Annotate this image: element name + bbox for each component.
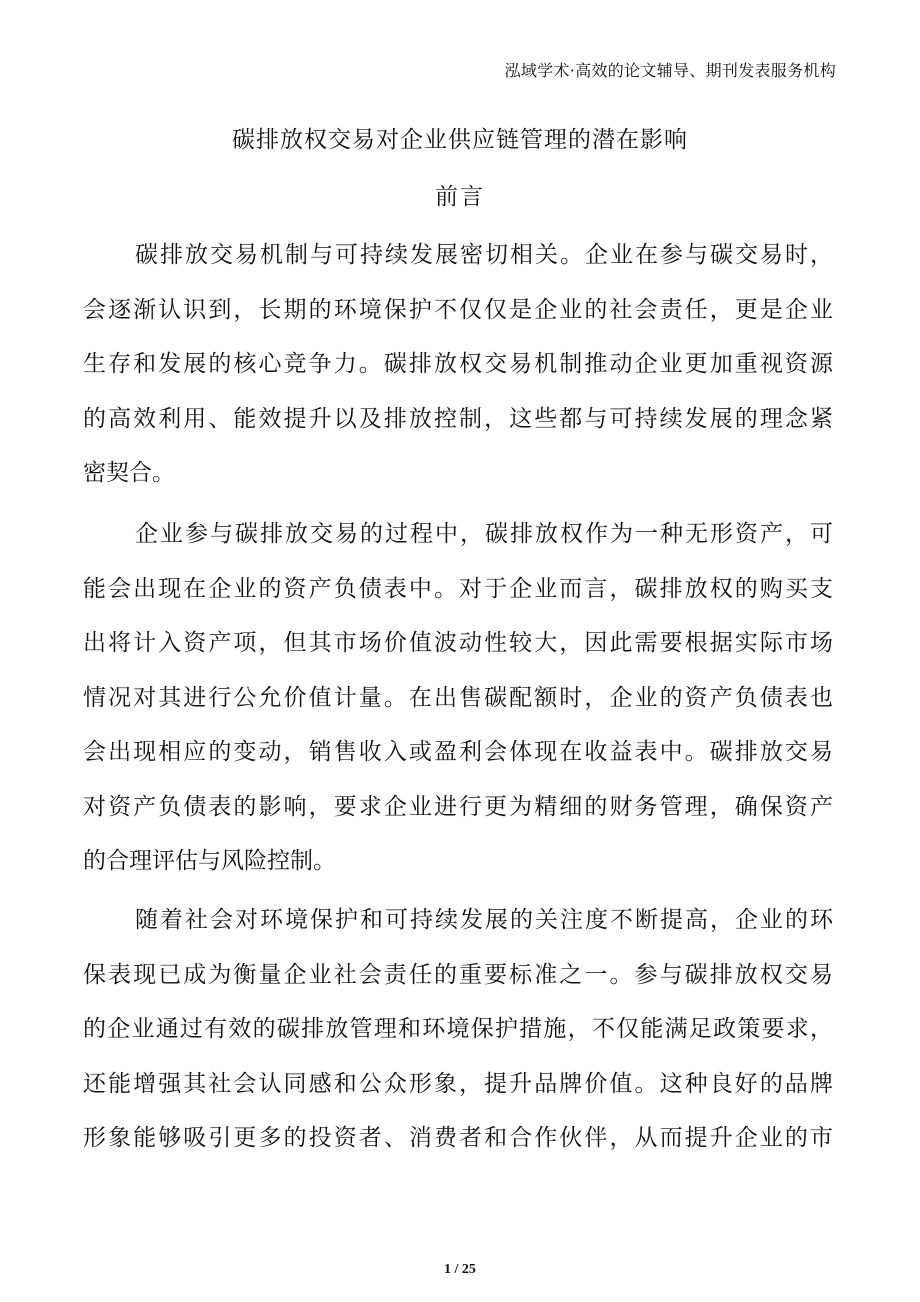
paragraph-line: 的高效利用、能效提升以及排放控制，这些都与可持续发展的理念紧: [83, 405, 833, 432]
paragraph-line: 会出现相应的变动，销售收入或盈利会体现在收益表中。碳排放交易: [83, 739, 833, 765]
section-heading: 前言: [435, 184, 485, 210]
paragraph-line: 会逐渐认识到，长期的环境保护不仅仅是企业的社会责任，更是企业: [83, 296, 833, 323]
paragraph-line: 的合理评估与风险控制。: [83, 848, 336, 874]
paragraph-line: 生存和发展的核心竞争力。碳排放权交易机制推动企业更加重视资源: [83, 351, 833, 377]
paragraph-line: 的企业通过有效的碳排放管理和环境保护措施，不仅能满足政策要求，: [83, 1016, 833, 1042]
paragraph-line: 企业参与碳排放交易的过程中，碳排放权作为一种无形资产，可: [135, 521, 833, 547]
document-title: 碳排放权交易对企业供应链管理的潜在影响: [232, 127, 688, 153]
paragraph-line: 对资产负债表的影响，要求企业进行更为精细的财务管理，确保资产: [83, 793, 833, 820]
page-header: 泓域学术·高效的论文辅导、期刊发表服务机构: [504, 61, 836, 80]
paragraph-1: [83, 228, 833, 501]
paragraph-line: 出将计入资产项，但其市场价值波动性较大，因此需要根据实际市场: [83, 630, 833, 656]
paragraph-line: 保表现已成为衡量企业社会责任的重要标准之一。参与碳排放权交易: [83, 961, 833, 988]
paragraph-line: 能会出现在企业的资产负债表中。对于企业而言，碳排放权的购买支: [83, 575, 833, 602]
paragraph-2: [83, 507, 833, 889]
paragraph-line: 碳排放交易机制与可持续发展密切相关。企业在参与碳交易时，: [135, 242, 833, 268]
paragraph-line: 随着社会对环境保护和可持续发展的关注度不断提高，企业的环: [135, 907, 833, 933]
paragraph-line: 密契合。: [83, 460, 175, 486]
paragraph-line: 还能增强其社会认同感和公众形象，提升品牌价值。这种良好的品牌: [83, 1070, 833, 1097]
page-number: 1 / 25: [444, 1262, 476, 1277]
paragraph-line: 情况对其进行公允价值计量。在出售碳配额时，企业的资产负债表也: [83, 684, 833, 711]
paragraph-3: [83, 893, 833, 1166]
paragraph-line: 形象能够吸引更多的投资者、消费者和合作伙伴，从而提升企业的市: [83, 1125, 833, 1151]
